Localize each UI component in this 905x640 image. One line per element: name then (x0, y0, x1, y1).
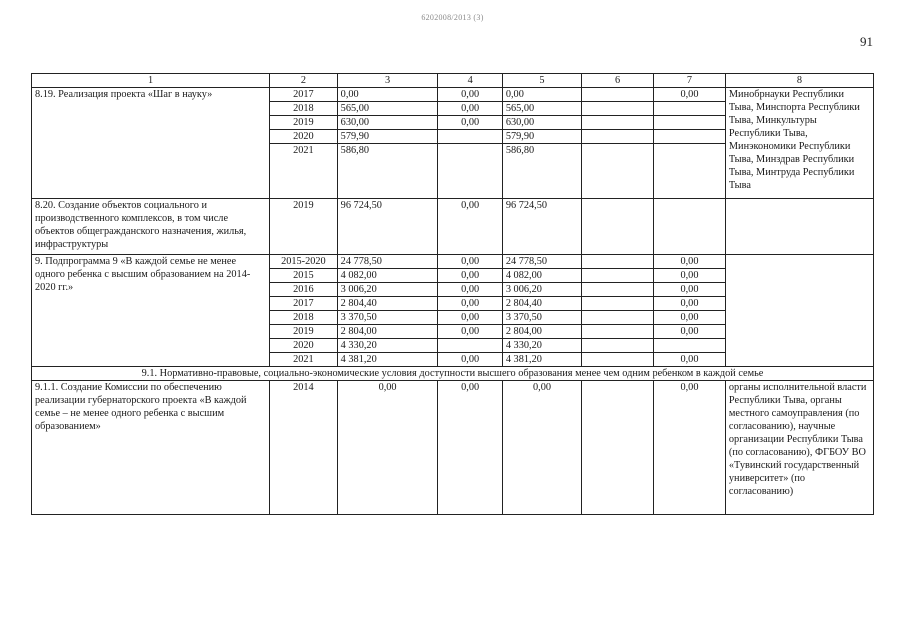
header-cell: 6 (582, 74, 654, 88)
value-cell (582, 269, 654, 283)
table-header-row (32, 74, 874, 88)
value-cell: 579,90 (502, 130, 581, 144)
value-cell: 0,00 (438, 311, 502, 325)
header-cell: 8 (725, 74, 873, 88)
value-cell: 0,00 (438, 102, 502, 116)
value-cell (654, 116, 726, 130)
value-cell: 2 804,40 (337, 297, 438, 311)
value-cell: 0,00 (654, 88, 726, 102)
value-cell (438, 130, 502, 144)
section-row (32, 367, 874, 381)
value-cell: 4 381,20 (502, 353, 581, 367)
year-cell: 2019 (270, 199, 338, 255)
value-cell: 4 330,20 (502, 339, 581, 353)
value-cell: 0,00 (337, 381, 438, 515)
value-cell: 3 370,50 (337, 311, 438, 325)
value-cell: 2 804,00 (337, 325, 438, 339)
year-cell: 2020 (270, 339, 338, 353)
value-cell: 0,00 (654, 325, 726, 339)
value-cell: 579,90 (337, 130, 438, 144)
value-cell: 24 778,50 (502, 255, 581, 269)
value-cell: 3 370,50 (502, 311, 581, 325)
value-cell (582, 297, 654, 311)
value-cell (582, 102, 654, 116)
header-cell: 1 (32, 74, 270, 88)
value-cell: 0,00 (438, 381, 502, 515)
budget-table (31, 73, 874, 515)
value-cell: 0,00 (337, 88, 438, 102)
value-cell (654, 339, 726, 353)
year-cell: 2015-2020 (270, 255, 338, 269)
value-cell (582, 144, 654, 199)
value-cell: 586,80 (337, 144, 438, 199)
value-cell (582, 255, 654, 269)
value-cell: 3 006,20 (502, 283, 581, 297)
value-cell: 630,00 (337, 116, 438, 130)
value-cell (582, 381, 654, 515)
year-cell: 2014 (270, 381, 338, 515)
header-cell: 7 (654, 74, 726, 88)
value-cell: 565,00 (502, 102, 581, 116)
value-cell: 0,00 (654, 381, 726, 515)
value-cell: 0,00 (438, 283, 502, 297)
value-cell: 0,00 (438, 353, 502, 367)
value-cell: 4 330,20 (337, 339, 438, 353)
year-cell: 2018 (270, 102, 338, 116)
value-cell: 0,00 (438, 297, 502, 311)
value-cell (438, 144, 502, 199)
value-cell (582, 353, 654, 367)
value-cell: 565,00 (337, 102, 438, 116)
value-cell: 0,00 (654, 283, 726, 297)
value-cell: 2 804,00 (502, 325, 581, 339)
value-cell: 4 082,00 (337, 269, 438, 283)
value-cell: 0,00 (438, 199, 502, 255)
value-cell (654, 144, 726, 199)
value-cell: 0,00 (654, 269, 726, 283)
year-cell: 2015 (270, 269, 338, 283)
value-cell (582, 199, 654, 255)
value-cell: 0,00 (438, 116, 502, 130)
value-cell (438, 339, 502, 353)
value-cell (582, 130, 654, 144)
row-title: 8.20. Создание объектов социального и производственного комплексов, в том числе объектов общегражданского назначения, жилья, инфраструктуры (32, 199, 270, 255)
year-cell: 2021 (270, 353, 338, 367)
year-cell: 2019 (270, 325, 338, 339)
value-cell (582, 283, 654, 297)
header-cell: 5 (502, 74, 581, 88)
value-cell (654, 130, 726, 144)
section-title: 9.1. Нормативно-правовые, социально-экономические условия доступности высшего образования менее чем одним ребенком в каждой семье (32, 367, 874, 381)
value-cell: 0,00 (654, 255, 726, 269)
table-row (32, 88, 874, 102)
value-cell (582, 116, 654, 130)
value-cell: 24 778,50 (337, 255, 438, 269)
table-row (32, 255, 874, 269)
year-cell: 2017 (270, 297, 338, 311)
value-cell: 630,00 (502, 116, 581, 130)
row-title: 9.1.1. Создание Комиссии по обеспечению реализации губернаторского проекта «В каждой семье – не менее одного ребенка с высшим образованием» (32, 381, 270, 515)
row-title: 8.19. Реализация проекта «Шаг в науку» (32, 88, 270, 199)
value-cell (582, 325, 654, 339)
value-cell (582, 339, 654, 353)
year-cell: 2020 (270, 130, 338, 144)
value-cell: 4 082,00 (502, 269, 581, 283)
value-cell: 96 724,50 (502, 199, 581, 255)
value-cell: 0,00 (438, 269, 502, 283)
value-cell: 0,00 (438, 88, 502, 102)
value-cell: 0,00 (654, 353, 726, 367)
year-cell: 2018 (270, 311, 338, 325)
value-cell (654, 199, 726, 255)
table-row (32, 199, 874, 255)
executor-cell (725, 199, 873, 255)
year-cell: 2017 (270, 88, 338, 102)
value-cell: 586,80 (502, 144, 581, 199)
year-cell: 2019 (270, 116, 338, 130)
value-cell: 3 006,20 (337, 283, 438, 297)
value-cell: 0,00 (502, 88, 581, 102)
executor-cell: органы исполнительной власти Республики Тыва, органы местного самоуправления (по согласованию), научные организации Республики Тыва (по согласованию), ФГБОУ ВО «Тувинский государственный университет» (по согласованию) (725, 381, 873, 515)
value-cell: 0,00 (654, 311, 726, 325)
value-cell: 0,00 (438, 255, 502, 269)
value-cell: 4 381,20 (337, 353, 438, 367)
value-cell: 0,00 (654, 297, 726, 311)
value-cell: 0,00 (502, 381, 581, 515)
executor-cell: Минобрнауки Республики Тыва, Минспорта Республики Тыва, Минкультуры Республики Тыва, Минэкономики Республики Тыва, Минздрав Республики Тыва, Минтруда Республики Тыва (725, 88, 873, 199)
table-row (32, 381, 874, 515)
header-cell: 2 (270, 74, 338, 88)
year-cell: 2021 (270, 144, 338, 199)
value-cell: 0,00 (438, 325, 502, 339)
year-cell: 2016 (270, 283, 338, 297)
header-cell: 3 (337, 74, 438, 88)
value-cell (582, 311, 654, 325)
value-cell (654, 102, 726, 116)
value-cell: 2 804,40 (502, 297, 581, 311)
row-title: 9. Подпрограмма 9 «В каждой семье не менее одного ребенка с высшим образованием на 2014-2020 гг.» (32, 255, 270, 367)
value-cell: 96 724,50 (337, 199, 438, 255)
document-code: 6202008/2013 (3) (421, 13, 484, 22)
header-cell: 4 (438, 74, 502, 88)
value-cell (582, 88, 654, 102)
page-number: 91 (860, 34, 873, 49)
executor-cell (725, 255, 873, 367)
